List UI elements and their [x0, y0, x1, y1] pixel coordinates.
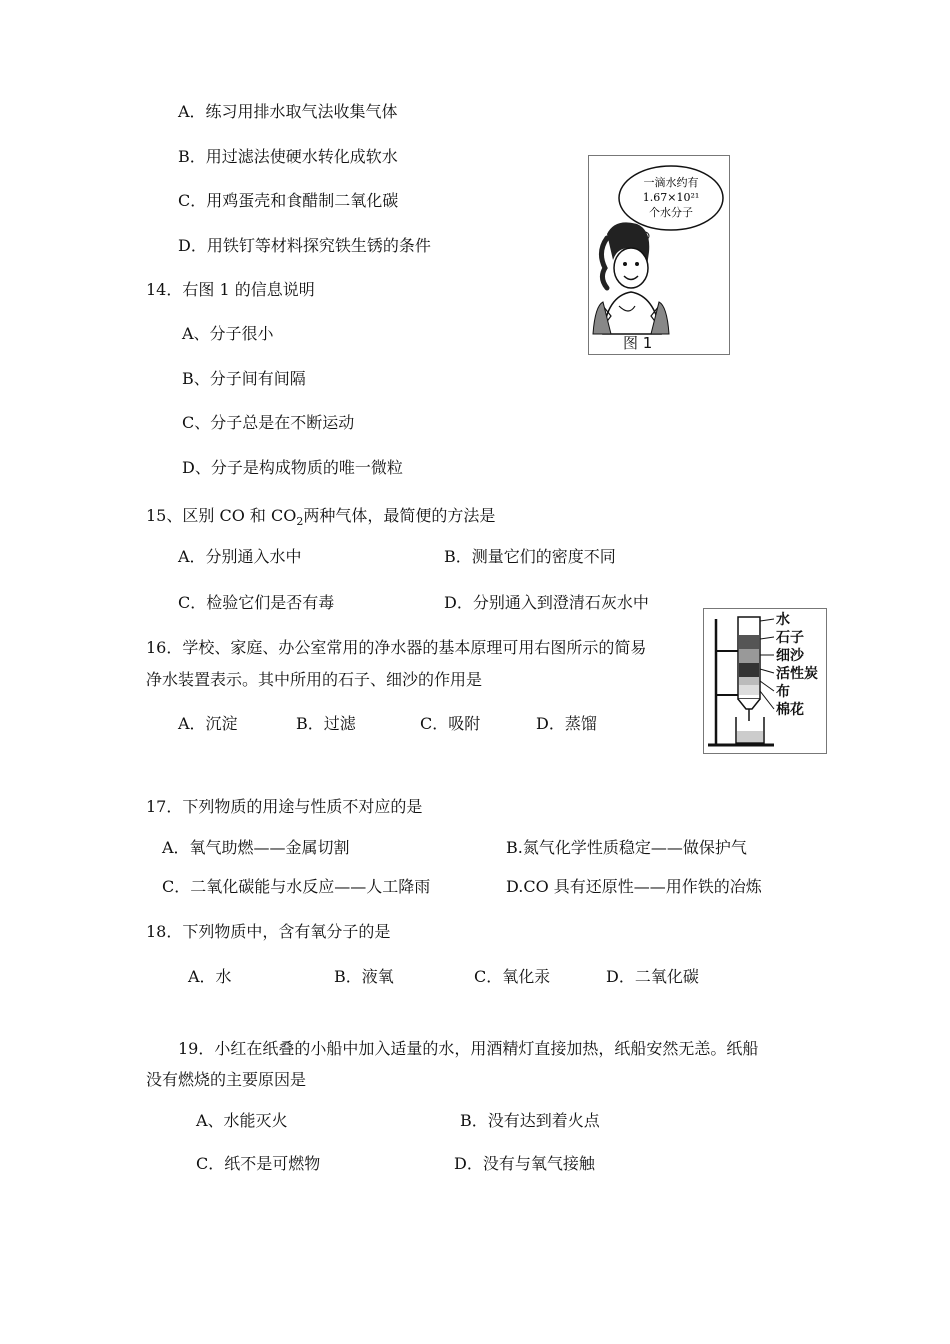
q15-option-a: A．分别通入水中	[178, 547, 302, 566]
filter-label-fine-sand: 细沙	[776, 648, 804, 664]
q19-option-d: D．没有与氧气接触	[454, 1154, 595, 1173]
q18-option-b: B．液氧	[334, 967, 394, 986]
filter-label-cotton: 棉花	[776, 702, 804, 718]
q18-option-c: C．氧化汞	[474, 967, 551, 986]
q19-stem-line2: 没有燃烧的主要原因是	[146, 1070, 307, 1089]
q15-stem-suffix: 两种气体，最简便的方法是	[303, 506, 496, 525]
q14-option-b: B、分子间有间隔	[182, 369, 306, 388]
q14-option-a: A、分子很小	[182, 324, 274, 343]
q18-option-d: D．二氧化碳	[606, 967, 699, 986]
q16-option-c: C．吸附	[420, 714, 481, 733]
q17-option-c: C．二氧化碳能与水反应——人工降雨	[162, 877, 431, 896]
q13-option-a: A．练习用排水取气法收集气体	[178, 102, 398, 121]
q19-option-a: A、水能灭火	[196, 1111, 288, 1130]
q16-option-a: A．沉淀	[178, 714, 238, 733]
water-filter-apparatus-figure	[703, 608, 827, 754]
q19-option-b: B．没有达到着火点	[460, 1111, 600, 1130]
filter-label-water: 水	[776, 612, 790, 628]
filter-label-stones: 石子	[776, 630, 804, 646]
q17-option-b: B.氮气化学性质稳定——做保护气	[506, 838, 747, 857]
q15-option-b: B．测量它们的密度不同	[444, 547, 616, 566]
q14-option-d: D、分子是构成物质的唯一微粒	[182, 458, 403, 477]
bubble-text-line3: 个水分子	[649, 206, 693, 219]
q15-stem	[146, 506, 495, 532]
q17-option-d: D.CO 具有还原性——用作铁的冶炼	[506, 877, 762, 896]
q15-option-d: D．分别通入到澄清石灰水中	[444, 593, 649, 612]
q15-stem-subscript: 2	[296, 515, 304, 528]
q18-option-a: A．水	[188, 967, 232, 986]
q13-option-d: D．用铁钉等材料探究铁生锈的条件	[178, 236, 431, 255]
q14-option-c: C、分子总是在不断运动	[182, 413, 355, 432]
q19-option-c: C．纸不是可燃物	[196, 1154, 321, 1173]
q13-option-c: C．用鸡蛋壳和食醋制二氧化碳	[178, 191, 399, 210]
girl-thought-bubble-drawing	[589, 156, 729, 354]
q19-stem-line1: 19．小红在纸叠的小船中加入适量的水，用酒精灯直接加热，纸船安然无恙。纸船	[178, 1039, 759, 1058]
q18-stem: 18．下列物质中，含有氧分子的是	[146, 922, 391, 941]
q16-option-b: B．过滤	[296, 714, 356, 733]
q15-stem-prefix: 15、区别 CO 和 CO	[146, 506, 297, 525]
figure-1-girl-illustration	[588, 155, 730, 355]
bubble-text-line1: 一滴水约有	[643, 176, 699, 189]
bubble-text-line2: 1.67×10²¹	[642, 191, 700, 204]
q15-option-c: C．检验它们是否有毒	[178, 593, 335, 612]
figure-1-caption: 图 1	[623, 334, 653, 352]
q16-stem-line2: 净水装置表示。其中所用的石子、细沙的作用是	[146, 670, 483, 689]
q16-option-d: D．蒸馏	[536, 714, 597, 733]
q16-stem-line1: 16．学校、家庭、办公室常用的净水器的基本原理可用右图所示的简易	[146, 638, 647, 657]
q17-stem: 17．下列物质的用途与性质不对应的是	[146, 797, 423, 816]
q14-stem: 14．右图 1 的信息说明	[146, 280, 315, 299]
q17-option-a: A．氧气助燃——金属切割	[162, 838, 350, 857]
filter-label-cloth: 布	[776, 684, 790, 700]
filter-label-activated-carbon: 活性炭	[776, 666, 818, 682]
q13-option-b: B．用过滤法使硬水转化成软水	[178, 147, 398, 166]
water-filter-drawing	[704, 609, 826, 753]
